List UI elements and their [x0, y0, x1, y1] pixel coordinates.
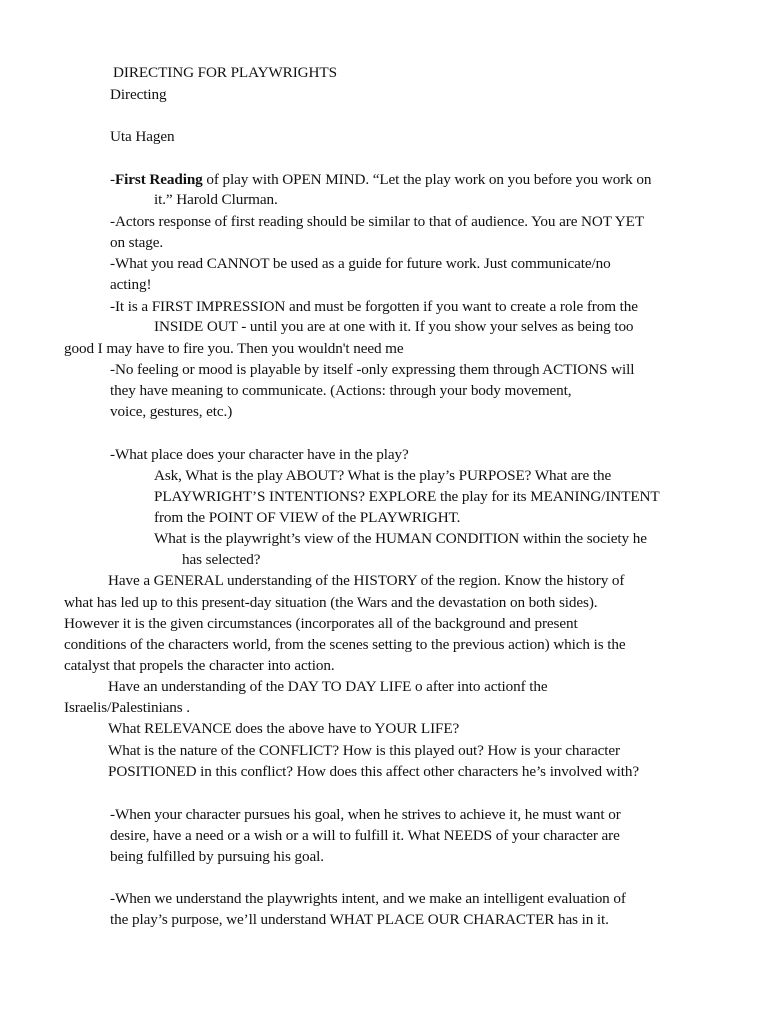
- paragraph-line: -When your character pursues his goal, when he strives to achieve it, he must want or: [110, 806, 621, 823]
- first-reading-line: [110, 171, 651, 189]
- paragraph-line: the play’s purpose, we’ll understand WHAT PLACE OUR CHARACTER has in it.: [110, 911, 609, 928]
- first-reading-bold: First Reading: [114, 171, 203, 188]
- paragraph-line: PLAYWRIGHT’S INTENTIONS? EXPLORE the play for its MEANING/INTENT: [154, 488, 660, 505]
- paragraph-line: Ask, What is the play ABOUT? What is the play’s PURPOSE? What are the: [154, 467, 612, 484]
- paragraph-line: being fulfilled by pursuing his goal.: [110, 848, 324, 865]
- paragraph-line: What is the playwright’s view of the HUMAN CONDITION within the society he: [154, 530, 647, 547]
- first-reading-rest: of play with OPEN MIND. “Let the play work on you before you work on: [202, 171, 652, 188]
- paragraph-line: acting!: [110, 276, 152, 293]
- document-author: Uta Hagen: [110, 128, 175, 145]
- document-title: DIRECTING FOR PLAYWRIGHTS: [113, 64, 337, 81]
- paragraph-line: from the POINT OF VIEW of the PLAYWRIGHT.: [154, 509, 461, 526]
- paragraph-line: has selected?: [182, 551, 261, 568]
- paragraph-line: INSIDE OUT - until you are at one with it. If you show your selves as being too: [154, 318, 634, 335]
- paragraph-line: what has led up to this present-day situation (the Wars and the devastation on both sides).: [64, 594, 598, 611]
- paragraph-line: -What you read CANNOT be used as a guide for future work. Just communicate/no: [110, 255, 611, 272]
- paragraph-line: However it is the given circumstances (incorporates all of the background and present: [64, 615, 578, 632]
- paragraph-line: on stage.: [110, 234, 164, 251]
- paragraph-line: POSITIONED in this conflict? How does this affect other characters he’s involved with?: [108, 763, 639, 780]
- paragraph-line: -Actors response of first reading should be similar to that of audience. You are NOT YET: [110, 213, 645, 230]
- paragraph-line: conditions of the characters world, from the scenes setting to the previous action) which is the: [64, 636, 626, 653]
- paragraph-line: -What place does your character have in the play?: [110, 446, 409, 463]
- paragraph-line: -When we understand the playwrights intent, and we make an intelligent evaluation of: [110, 890, 626, 907]
- document-subtitle: Directing: [110, 86, 167, 103]
- paragraph-line: desire, have a need or a wish or a will to fulfill it. What NEEDS of your character are: [110, 827, 620, 844]
- first-reading-prefix: -: [110, 171, 115, 188]
- paragraph-line: Have an understanding of the DAY TO DAY LIFE o after into actionf the: [108, 678, 548, 695]
- paragraph-line: voice, gestures, etc.): [110, 403, 233, 420]
- paragraph-line: -No feeling or mood is playable by itself -only expressing them through ACTIONS will: [110, 361, 635, 378]
- paragraph-line: What is the nature of the CONFLICT? How is this played out? How is your character: [108, 742, 620, 759]
- paragraph-line: Have a GENERAL understanding of the HISTORY of the region. Know the history of: [108, 572, 625, 589]
- paragraph-line: -It is a FIRST IMPRESSION and must be forgotten if you want to create a role from the: [110, 298, 638, 315]
- paragraph-line: What RELEVANCE does the above have to YOUR LIFE?: [108, 720, 460, 737]
- paragraph-line: they have meaning to communicate. (Actions: through your body movement,: [110, 382, 572, 399]
- paragraph-line: good I may have to fire you. Then you wouldn't need me: [64, 340, 404, 357]
- paragraph-line: Israelis/Palestinians .: [64, 699, 190, 716]
- paragraph-line: catalyst that propels the character into action.: [64, 657, 335, 674]
- first-reading-cont: it.” Harold Clurman.: [154, 191, 278, 208]
